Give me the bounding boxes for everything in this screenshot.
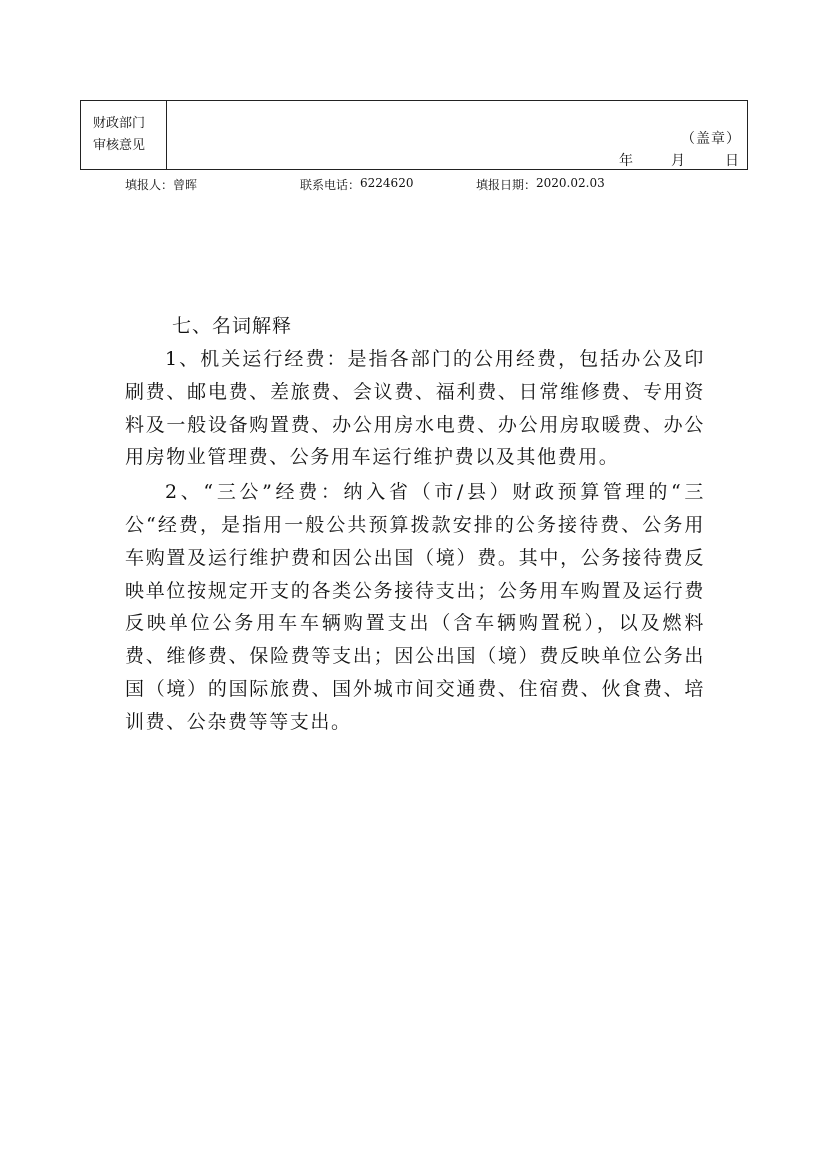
phone-label: 联系电话： <box>300 178 361 192</box>
review-label-line2: 审核意见 <box>93 138 146 153</box>
review-label-line1: 财政部门 <box>93 116 146 131</box>
date-day-label: 日 <box>725 153 739 169</box>
section-title: 七、名词解释 <box>172 315 293 337</box>
glossary-paragraph-1: 1、机关运行经费：是指各部门的公用经费，包括办公及印刷费、邮电费、差旅费、会议费、福利费、日常维修费、专用资料及一般设备购置费、办公用房水电费、办公用房取暖费、办公用房物业管理费、公务用车运行维护费以及其他费用。 <box>125 348 705 469</box>
form-footer <box>125 176 605 193</box>
finance-review-table <box>80 100 748 170</box>
footer-phone <box>300 176 476 193</box>
footer-reporter <box>125 176 300 193</box>
reporter-label: 填报人： <box>125 178 174 192</box>
date-year-label: 年 <box>619 153 633 169</box>
glossary-paragraph-2: 2、“三公”经费：纳入省（市/县）财政预算管理的“三公“经费，是指用一般公共预算拨款安排的公务接待费、公务用车购置及运行维护费和因公出国（境）费。其中，公务接待费反映单位按规定开支的各类公务接待支出；公务用车购置及运行费反映单位公务用车车辆购置支出（含车辆购置税），以及燃料费、维修费、保险费等支出；因公出国（境）费反映单位公务出国（境）的国际旅费、国外城市间交通费、住宿费、伙食费、培训费、公杂费等等支出。 <box>125 481 705 733</box>
date-value: 2020.02.03 <box>536 176 605 190</box>
footer-date <box>476 176 605 193</box>
reporter-value: 曾晖 <box>173 178 198 192</box>
glossary-section <box>125 310 705 741</box>
date-month-label: 月 <box>671 153 685 169</box>
review-opinion-cell <box>167 101 747 169</box>
stamp-note: （盖章） <box>681 131 741 147</box>
review-label-cell <box>81 101 167 169</box>
date-row <box>619 150 739 170</box>
date-label: 填报日期： <box>476 178 537 192</box>
phone-value: 6224620 <box>360 176 414 190</box>
